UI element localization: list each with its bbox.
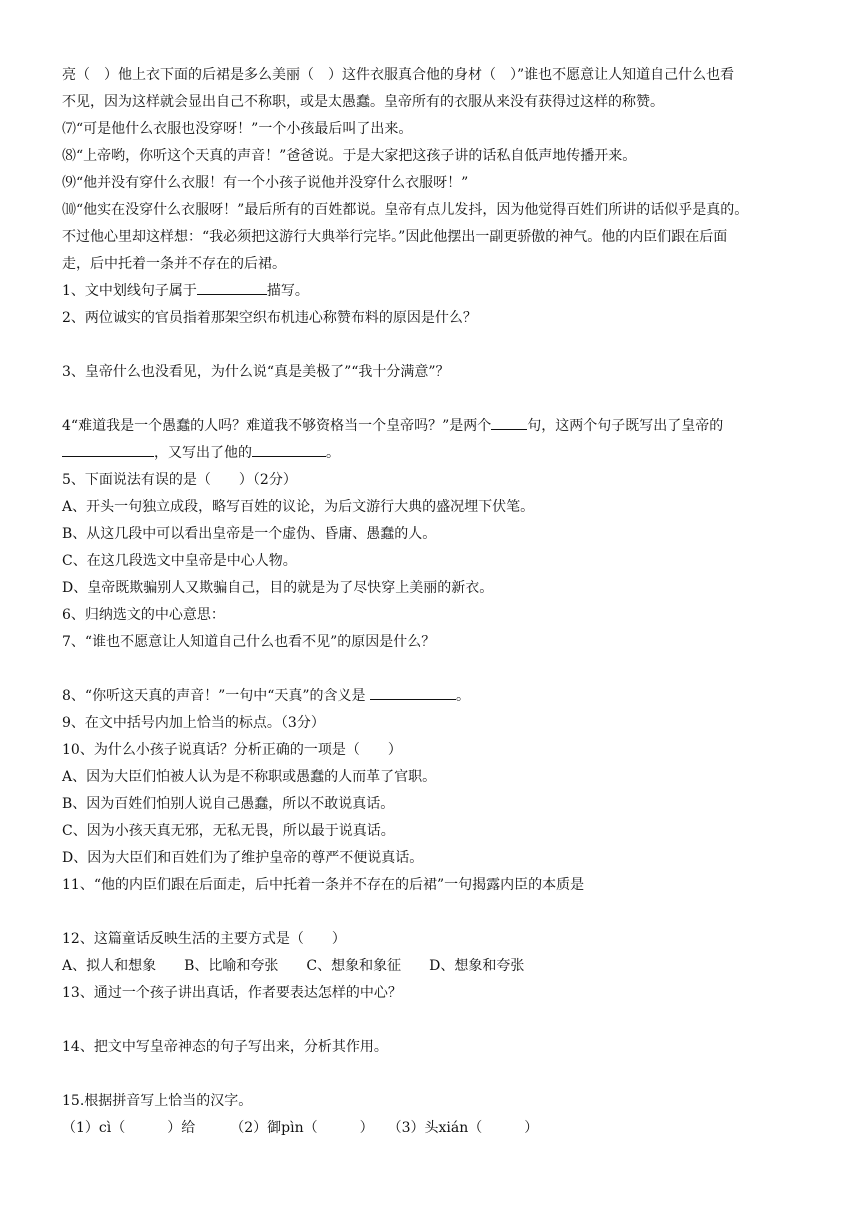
option-d: D、因为大臣们和百姓们为了维护皇帝的尊严不便说真话。 (62, 850, 424, 866)
passage-line: 不见，因为这样就会显出自己不称职，或是太愚蠢。皇帝所有的衣服从来没有获得过这样的称赞。 (62, 94, 664, 110)
passage-paragraph-7: ⑺“可是他什么衣服也没穿呀！”一个小孩最后叫了出来。 (62, 121, 413, 137)
answer-blank[interactable] (62, 441, 154, 457)
question-12: 12、这篇童话反映生活的主要方式是（ ） (62, 931, 346, 947)
question-9: 9、在文中括号内加上恰当的标点。（3分） (62, 715, 325, 731)
question-1: 1、文中划线句子属于 描写。 (62, 278, 802, 305)
answer-space (62, 1007, 802, 1034)
passage-paragraph-8: ⑻“上帝哟，你听这个天真的声音！”爸爸说。于是大家把这孩子讲的话私自低声地传播开来。 (62, 148, 637, 164)
passage-paragraph-10: ⑽“他实在没穿什么衣服呀！”最后所有的百姓都说。皇帝有点儿发抖，因为他觉得百姓们所讲的话似乎是真的。 (62, 202, 749, 218)
option-d: D、皇帝既欺骗别人又欺骗自己，目的就是为了尽快穿上美丽的新衣。 (62, 580, 494, 596)
question-11: 11、“他的内臣们跟在后面走，后中托着一条并不存在的后裙”一句揭露内臣的本质是 (62, 877, 585, 893)
question-10: 10、为什么小孩子说真话？分析正确的一项是（ ） (62, 742, 402, 758)
passage-line: 不过他心里却这样想：“我必须把这游行大典举行完毕。”因此他摆出一副更骄傲的神气。他的内臣们跟在后面 (62, 229, 728, 245)
question-14: 14、把文中写皇帝神态的句子写出来，分析其作用。 (62, 1039, 388, 1055)
question-8: 8、“你听这天真的声音！”一句中“天真”的含义是 。 (62, 683, 802, 710)
passage-paragraph-9: ⑼“他并没有穿什么衣服！有一个小孩子说他并没穿什么衣服呀！” (62, 175, 469, 191)
answer-space (62, 656, 802, 683)
question-13: 13、通过一个孩子讲出真话，作者要表达怎样的中心？ (62, 985, 402, 1001)
question-3: 3、皇帝什么也没看见，为什么说“真是美极了”“我十分满意”？ (62, 364, 450, 380)
question-15-items: （1）cì（ ）给 （2）御pìn（ ） （3）头xián（ ） (62, 1120, 539, 1136)
question-2: 2、两位诚实的官员指着那架空织布机违心称赞布料的原因是什么？ (62, 310, 477, 326)
answer-space (62, 899, 802, 926)
question-12-options: A、拟人和想象 B、比喻和夸张 C、想象和象征 D、想象和夸张 (62, 958, 525, 974)
answer-space (62, 386, 802, 413)
answer-blank[interactable] (370, 684, 456, 700)
passage-line: 亮（ ）他上衣下面的后裙是多么美丽（ ）这件衣服真合他的身材（ ）”谁也不愿意让人知道自己什么也看 (62, 67, 735, 83)
answer-blank[interactable] (252, 441, 326, 457)
option-b: B、从这几段中可以看出皇帝是一个虚伪、昏庸、愚蠢的人。 (62, 526, 437, 542)
question-6: 6、归纳选文的中心意思： (62, 607, 225, 623)
answer-blank[interactable] (197, 279, 267, 295)
option-b: B、因为百姓们怕别人说自己愚蠢，所以不敢说真话。 (62, 796, 395, 812)
question-15: 15.根据拼音写上恰当的汉字。 (62, 1093, 253, 1109)
option-a: A、开头一句独立成段，略写百姓的议论，为后文游行大典的盛况埋下伏笔。 (62, 499, 535, 515)
answer-space (62, 1061, 802, 1088)
question-4: 4“难道我是一个愚蠢的人吗？难道我不够资格当一个皇帝吗？”是两个 句，这两个句子既写出了皇帝的 (62, 413, 802, 440)
answer-blank[interactable] (491, 414, 527, 430)
option-c: C、因为小孩天真无邪，无私无畏，所以最于说真话。 (62, 823, 395, 839)
exam-page (62, 62, 802, 1142)
option-a: A、因为大臣们怕被人认为是不称职或愚蠢的人而革了官职。 (62, 769, 437, 785)
question-5: 5、下面说法有误的是（ ）（2分） (62, 472, 297, 488)
question-7: 7、“谁也不愿意让人知道自己什么也看不见”的原因是什么？ (62, 634, 436, 650)
option-c: C、在这几段选文中皇帝是中心人物。 (62, 553, 297, 569)
answer-space (62, 332, 802, 359)
question-4-cont: ，又写出了他的 。 (62, 440, 802, 467)
passage-line: 走，后中托着一条并不存在的后裙。 (62, 256, 286, 272)
